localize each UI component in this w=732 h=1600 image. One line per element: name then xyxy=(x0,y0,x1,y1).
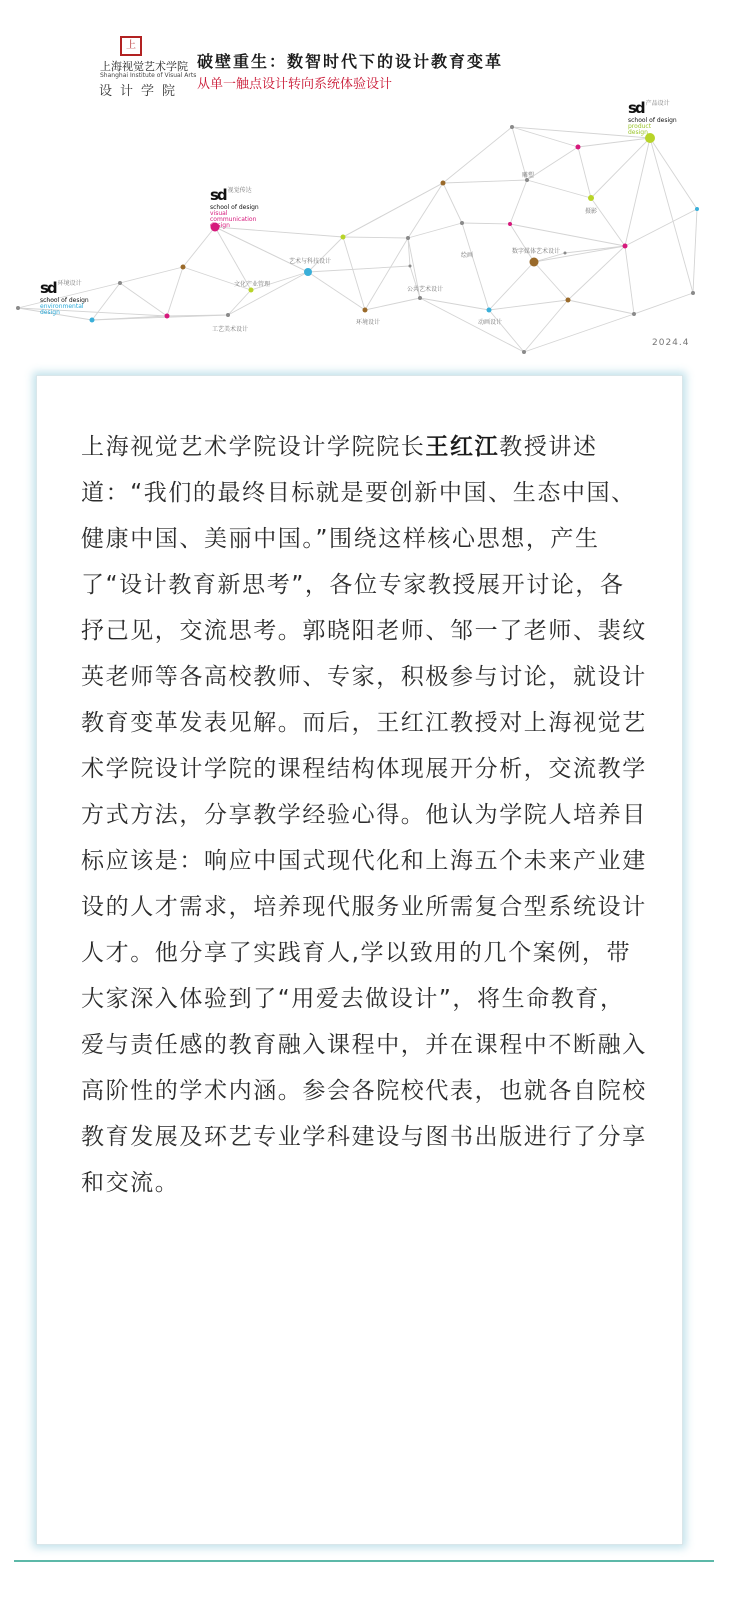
article-paragraph xyxy=(81,424,647,1206)
network-node xyxy=(181,265,186,270)
sd-cn-label: 视觉传达 xyxy=(227,187,252,194)
network-edge xyxy=(343,237,365,310)
network-node xyxy=(695,207,699,211)
network-edge xyxy=(443,127,512,183)
sd-eng-line: design xyxy=(210,222,230,229)
sd-eng-line: design xyxy=(628,129,648,136)
network-edge xyxy=(308,272,365,310)
network-node xyxy=(409,265,412,268)
node-label-public-art: 公共艺术设计 xyxy=(407,286,444,293)
network-node xyxy=(16,306,20,310)
network-edge xyxy=(228,290,251,315)
network-edge xyxy=(308,237,343,272)
banner-title: 破壁重生：数智时代下的设计教育变革 xyxy=(197,52,504,71)
network-edge xyxy=(634,293,693,314)
sd-sub-label: school of design xyxy=(210,204,259,211)
network-edge xyxy=(565,246,625,253)
banner-date: 2024.4 xyxy=(652,338,690,348)
network-edge xyxy=(462,223,489,310)
header-banner xyxy=(0,0,732,365)
network-edge xyxy=(650,138,693,293)
node-label-culture-industry: 文化产业管理 xyxy=(234,281,271,288)
sd-cn-label: 产品设计 xyxy=(645,100,670,107)
node-label-environment: 环境设计 xyxy=(356,319,381,326)
network-node xyxy=(576,145,581,150)
network-node xyxy=(441,181,446,186)
network-edge xyxy=(120,283,167,316)
network-node xyxy=(530,258,539,267)
node-label-painting: 绘画 xyxy=(461,252,474,259)
network-node xyxy=(522,350,526,354)
sd-eng-line: visual xyxy=(210,210,228,217)
article-card xyxy=(36,375,683,1545)
sd-eng-line: communication xyxy=(210,216,257,223)
school-name-cn: 上海视觉艺术学院 xyxy=(100,60,188,73)
school-of-design-label: 设计学院 xyxy=(99,84,184,99)
node-label-art-tech: 艺术与科技设计 xyxy=(289,258,332,265)
sd-mark: sd xyxy=(628,99,644,117)
network-edge xyxy=(462,223,510,224)
sd-sub-label: school of design xyxy=(40,297,89,304)
sd-logo-product-design xyxy=(628,98,677,136)
banner-subtitle: 从单一触点设计转向系统体验设计 xyxy=(197,77,393,92)
network-edge xyxy=(343,183,443,237)
network-edge xyxy=(215,227,308,272)
network-node xyxy=(487,308,492,313)
sd-mark: sd xyxy=(210,186,226,204)
network-edge xyxy=(568,300,634,314)
network-edge xyxy=(510,180,527,224)
network-edge xyxy=(365,238,408,310)
network-edge xyxy=(120,267,183,283)
network-edge xyxy=(308,266,410,272)
network-node xyxy=(165,314,170,319)
network-edge xyxy=(365,298,420,310)
node-label-sculpture: 雕塑 xyxy=(522,172,535,179)
network-edge xyxy=(167,267,183,316)
network-node xyxy=(623,244,628,249)
network-edge xyxy=(591,138,650,198)
sd-mark: sd xyxy=(40,279,56,297)
network-node xyxy=(118,281,122,285)
network-node xyxy=(90,318,95,323)
school-name-en: Shanghai Institute of Visual Arts xyxy=(100,72,197,79)
network-edge xyxy=(534,262,568,300)
sd-logo-environmental-design xyxy=(40,278,89,316)
node-label-craft-art: 工艺美术设计 xyxy=(212,326,249,333)
network-edge xyxy=(183,227,215,267)
network-edge xyxy=(527,180,591,198)
network-edge xyxy=(650,138,697,209)
network-edge xyxy=(625,246,634,314)
network-node xyxy=(406,236,410,240)
network-node xyxy=(691,291,695,295)
article-text-intro: 上海视觉艺术学院设计学院院长 xyxy=(81,434,426,460)
network-node xyxy=(249,288,254,293)
network-edge xyxy=(420,298,524,352)
node-label-animation: 动画设计 xyxy=(478,319,503,326)
sd-eng-line: design xyxy=(40,309,60,316)
network-node xyxy=(226,313,230,317)
network-node xyxy=(418,296,422,300)
network-edge xyxy=(489,300,568,310)
network-edge xyxy=(420,298,489,310)
network-node xyxy=(508,222,512,226)
node-label-photography: 摄影 xyxy=(585,208,598,215)
bottom-divider xyxy=(14,1560,714,1562)
sd-sub-label: school of design xyxy=(628,117,677,124)
network-edge xyxy=(510,224,534,262)
highlighted-name: 王红江 xyxy=(425,434,500,460)
network-node xyxy=(564,252,567,255)
network-edge xyxy=(443,183,462,223)
article-text-body: 教授讲述道：“我们的最终目标就是要创新中国、生态中国、健康中国、美丽中国。”围绕这样核心思想，产生了“设计教育新思考”，各位专家教授展开讨论，各抒己见，交流思考。郭晓阳老师、邹一了老师、裴纹英老师等各高校教师、专家，积极参与讨论，就设计教育变革发表见解。而后，王红江教授对上海视觉艺术学院设计学院的课程结构体现展开分析，交流教学方式方法，分享教学经验心得。他认为学院人培养目标应该是：响应中国式现代化和上海五个未来产业建设的人才需求，培养现代服务业所需复合型系统设计人才。他分享了实践育人,学以致用的几个案例，带大家深入体验到了“用爱去做设计”，将生命教育，爱与责任感的教育融入课程中，并在课程中不断融入高阶性的学术内涵。参会各院校代表，也就各自院校教育发展及环艺专业学科建设与图书出版进行了分享和交流。 xyxy=(81,434,647,1196)
sd-logo-visual-communication xyxy=(210,185,259,229)
network-edge xyxy=(510,224,625,246)
node-label-digital-media: 数字媒体艺术设计 xyxy=(512,248,561,255)
network-edge xyxy=(625,138,650,246)
network-node xyxy=(363,308,368,313)
sd-eng-line: product xyxy=(628,123,652,130)
network-node xyxy=(460,221,464,225)
network-edge xyxy=(527,147,578,180)
network-node xyxy=(341,235,346,240)
network-edge xyxy=(693,209,697,293)
network-edge xyxy=(489,262,534,310)
network-node xyxy=(588,195,594,201)
network-node xyxy=(632,312,636,316)
network-node xyxy=(510,125,514,129)
school-seal-icon: 上 xyxy=(120,36,142,56)
sd-cn-label: 环境设计 xyxy=(57,280,82,287)
sd-eng-line: environmental xyxy=(40,303,84,310)
network-edge xyxy=(578,138,650,147)
network-node xyxy=(566,298,571,303)
network-edge xyxy=(443,180,527,183)
network-edge xyxy=(578,147,591,198)
network-node xyxy=(304,268,312,276)
network-edge xyxy=(625,209,697,246)
network-edge xyxy=(343,237,408,238)
